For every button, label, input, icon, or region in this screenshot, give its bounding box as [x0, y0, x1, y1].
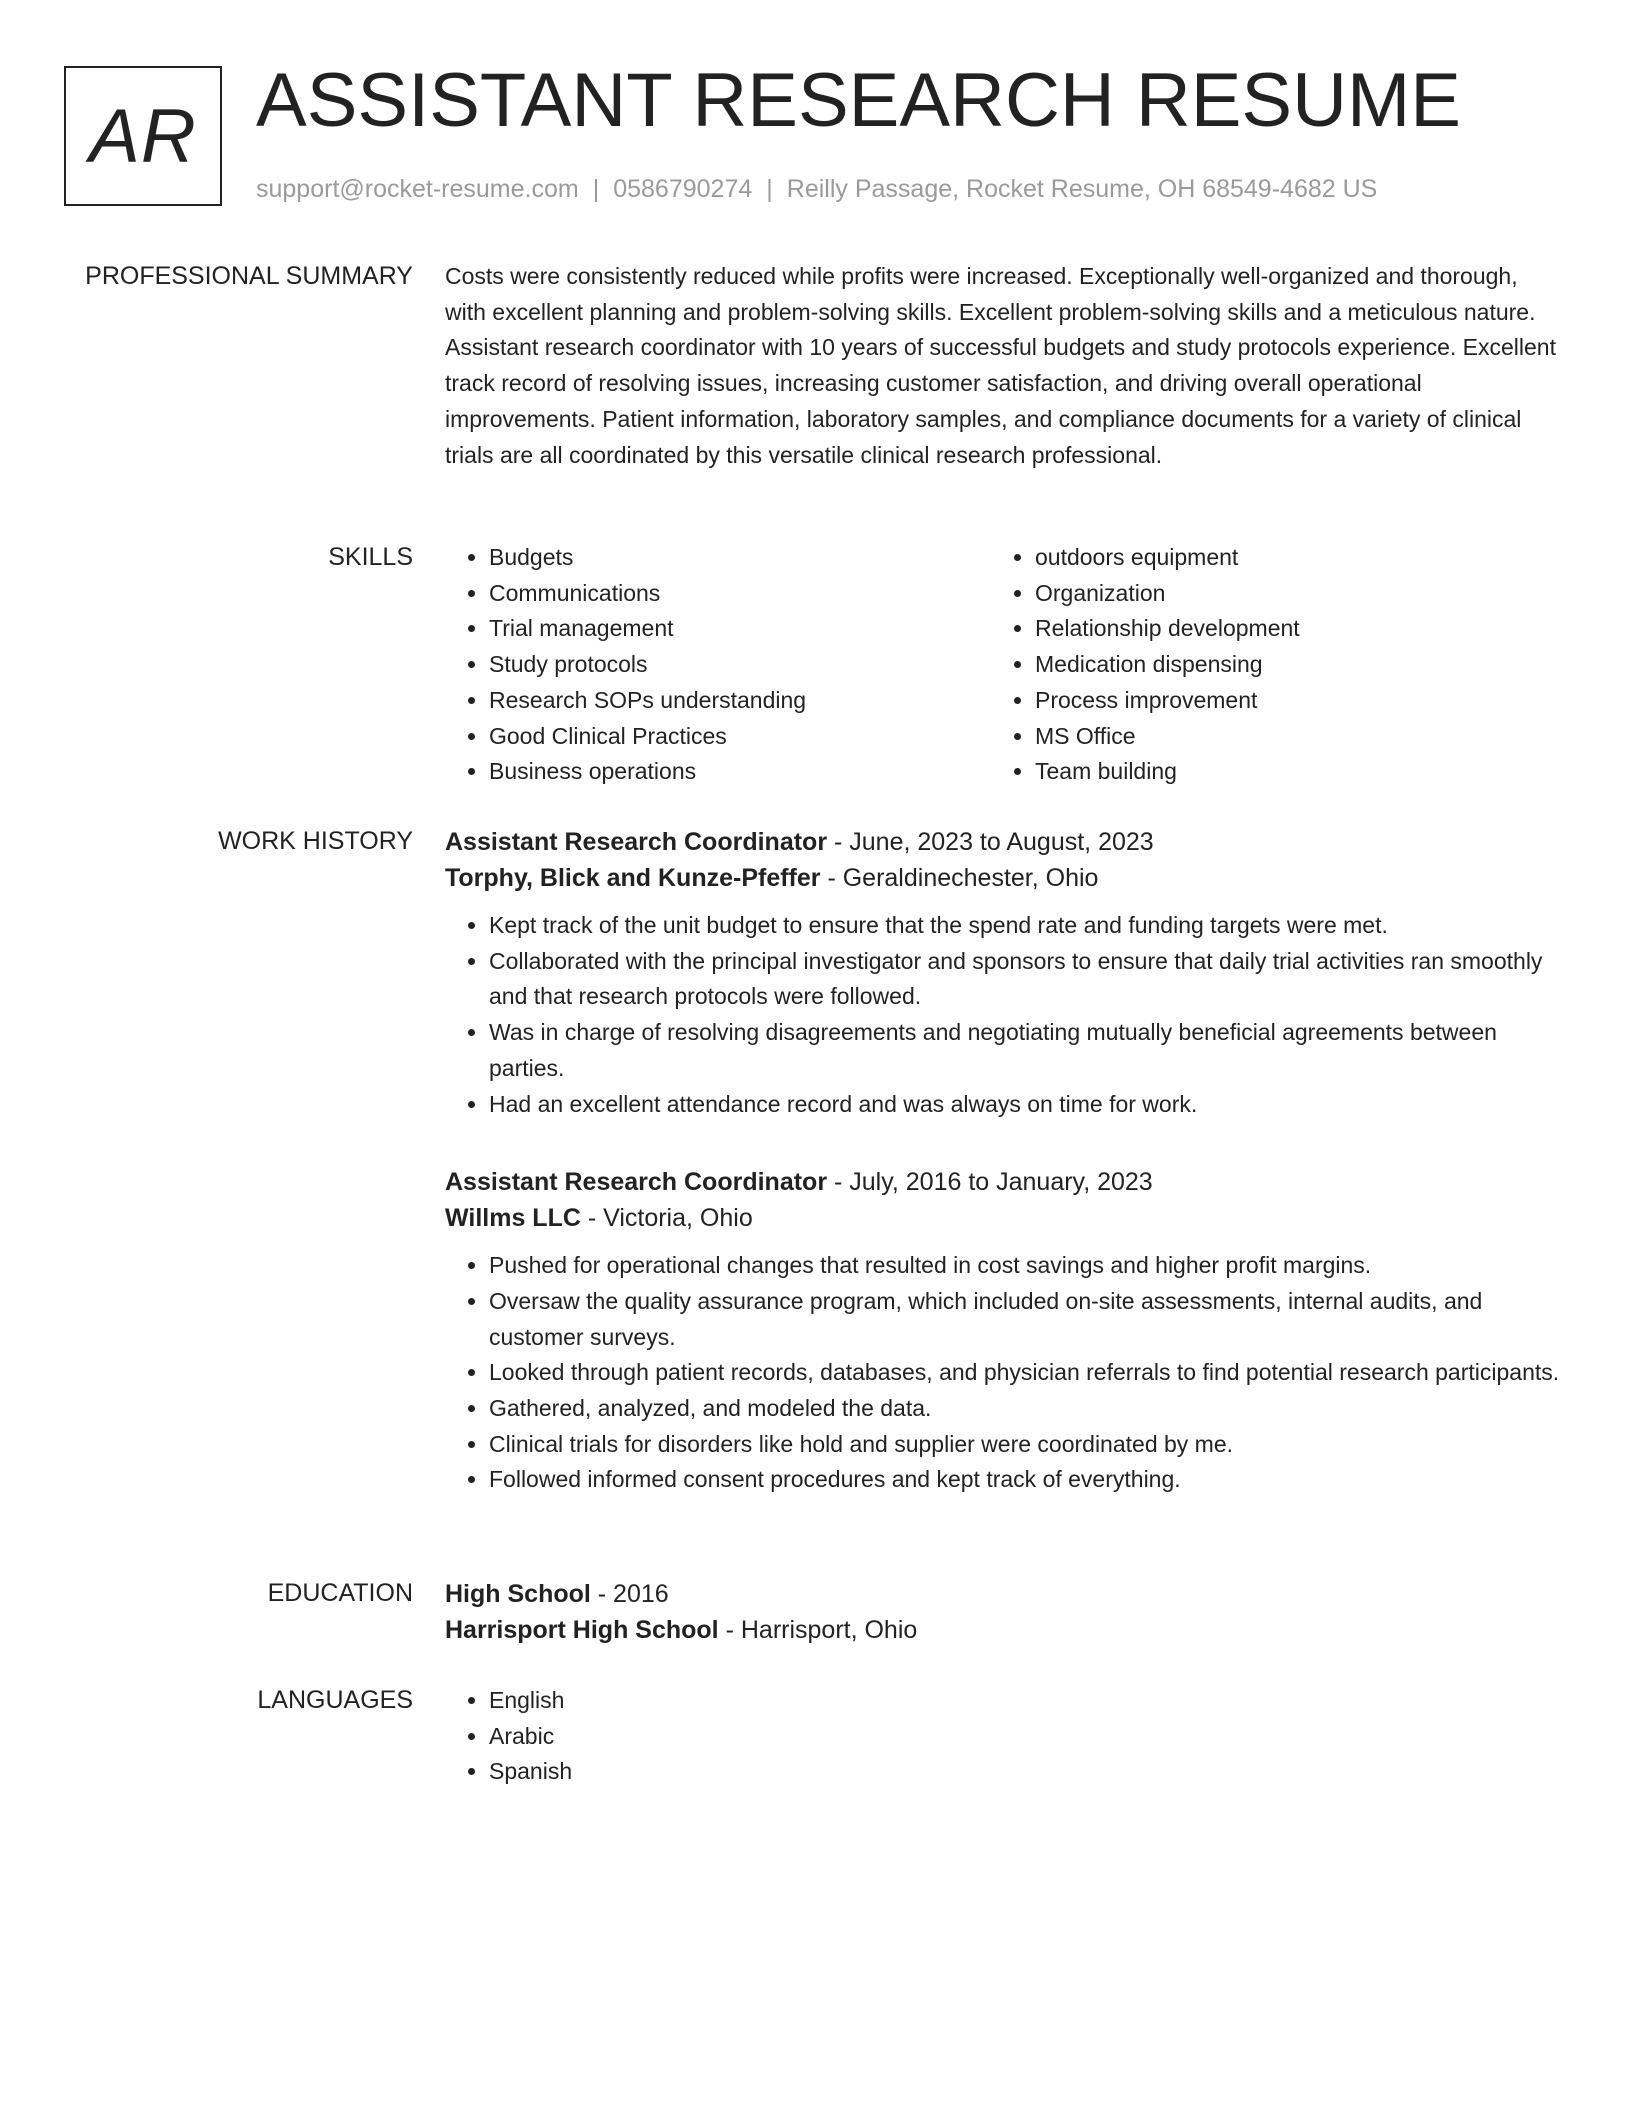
job-bullet-list — [445, 908, 1560, 1122]
job-company-line — [445, 860, 1560, 896]
summary-body — [445, 259, 1560, 473]
job-entry — [445, 824, 1560, 1122]
job-title-line — [445, 824, 1560, 860]
job-company: Willms LLC — [445, 1204, 581, 1233]
job-title-line — [445, 1164, 1560, 1200]
summary-text: Costs were consistently reduced while profits were increased. Exceptionally well-organized and thorough, with excellent planning and problem-solving skills. Excellent problem-solving skills and a meticulous nature. Assistant research coordinator with 10 years of successful budgets and study protocols experience. Excellent track record of resolving issues, increasing customer satisfaction, and driving overall operational improvements. Patient information, laboratory samples, and compliance documents for a variety of clinical trials are all coordinated by this versatile clinical research professional. — [445, 263, 1556, 468]
job-location: - Geraldinechester, Ohio — [820, 864, 1099, 892]
contact-phone: 0586790274 — [613, 175, 753, 203]
skill-item: • Budgets — [489, 540, 991, 576]
job-bullet: • Looked through patient records, databases, and physician referrals to find potential research participants. — [489, 1355, 1560, 1391]
section-heading-education: EDUCATION — [267, 1579, 413, 1607]
job-bullet: • Was in charge of resolving disagreements and negotiating mutually beneficial agreements between parties. — [489, 1015, 1560, 1086]
job-bullet-list — [445, 1248, 1560, 1498]
job-spacer — [445, 1122, 1560, 1164]
job-bullet: • Clinical trials for disorders like hold and supplier were coordinated by me. — [489, 1427, 1560, 1463]
job-dates: - July, 2016 to January, 2023 — [827, 1168, 1153, 1197]
education-body — [445, 1576, 1560, 1648]
language-item: • Spanish — [489, 1754, 1560, 1790]
job-bullet: • Gathered, analyzed, and modeled the data. — [489, 1391, 1560, 1427]
skill-item: • Communications — [489, 576, 991, 612]
contact-separator: | — [766, 175, 773, 203]
job-entry — [445, 1164, 1560, 1498]
skills-body — [445, 540, 1560, 790]
work-history-body — [445, 824, 1560, 1498]
contact-address: Reilly Passage, Rocket Resume, OH 68549-4682 US — [786, 175, 1378, 203]
skill-item: • Trial management — [489, 611, 991, 647]
contact-separator: | — [592, 175, 600, 203]
education-school-line — [445, 1612, 1560, 1648]
languages-body — [445, 1683, 1560, 1790]
job-dates: - June, 2023 to August, 2023 — [827, 828, 1154, 856]
education-school: Harrisport High School — [445, 1616, 719, 1644]
contact-line — [256, 174, 1377, 204]
language-item: • Arabic — [489, 1719, 1560, 1755]
skill-item: • MS Office — [1035, 719, 1537, 755]
skill-item: • Organization — [1035, 576, 1537, 612]
job-company-line — [445, 1200, 1560, 1236]
skills-column-left — [445, 540, 991, 790]
job-bullet: • Pushed for operational changes that resulted in cost savings and higher profit margins. — [489, 1248, 1560, 1284]
skill-item: • Relationship development — [1035, 611, 1537, 647]
education-degree-line — [445, 1576, 1560, 1612]
section-heading-languages: LANGUAGES — [257, 1686, 413, 1714]
skill-item: • Business operations — [489, 754, 991, 790]
skill-item: • Process improvement — [1035, 683, 1537, 719]
job-bullet: • Followed informed consent procedures and kept track of everything. — [489, 1462, 1560, 1498]
job-bullet: • Kept track of the unit budget to ensure that the spend rate and funding targets were met. — [489, 908, 1560, 944]
job-company: Torphy, Blick and Kunze-Pfeffer — [445, 864, 821, 892]
skill-item: • Study protocols — [489, 647, 991, 683]
language-item: • English — [489, 1683, 1560, 1719]
contact-email: support@rocket-resume.com — [256, 175, 579, 203]
skill-item: • Team building — [1035, 754, 1537, 790]
skill-item: • Research SOPs understanding — [489, 683, 991, 719]
skill-item: • Good Clinical Practices — [489, 719, 991, 755]
skill-item: • outdoors equipment — [1035, 540, 1537, 576]
section-heading-skills: SKILLS — [328, 543, 413, 571]
skill-item: • Medication dispensing — [1035, 647, 1537, 683]
job-location: - Victoria, Ohio — [580, 1204, 753, 1233]
education-year: - 2016 — [590, 1580, 669, 1608]
monogram-badge: AR — [64, 66, 222, 206]
section-heading-summary: PROFESSIONAL SUMMARY — [85, 262, 413, 290]
job-bullet: • Had an excellent attendance record and was always on time for work. — [489, 1087, 1560, 1123]
job-title: Assistant Research Coordinator — [445, 828, 828, 856]
job-bullet: • Collaborated with the principal investigator and sponsors to ensure that daily trial activities ran smoothly and that research protocols were followed. — [489, 944, 1560, 1015]
resume-title: ASSISTANT RESEARCH RESUME — [256, 58, 1461, 143]
job-title: Assistant Research Coordinator — [445, 1168, 828, 1197]
section-heading-work-history: WORK HISTORY — [218, 827, 413, 855]
education-degree: High School — [445, 1580, 591, 1608]
skills-column-right — [991, 540, 1537, 790]
job-bullet: • Oversaw the quality assurance program, which included on-site assessments, internal audits, and customer surveys. — [489, 1284, 1560, 1355]
education-location: - Harrisport, Ohio — [718, 1616, 918, 1644]
